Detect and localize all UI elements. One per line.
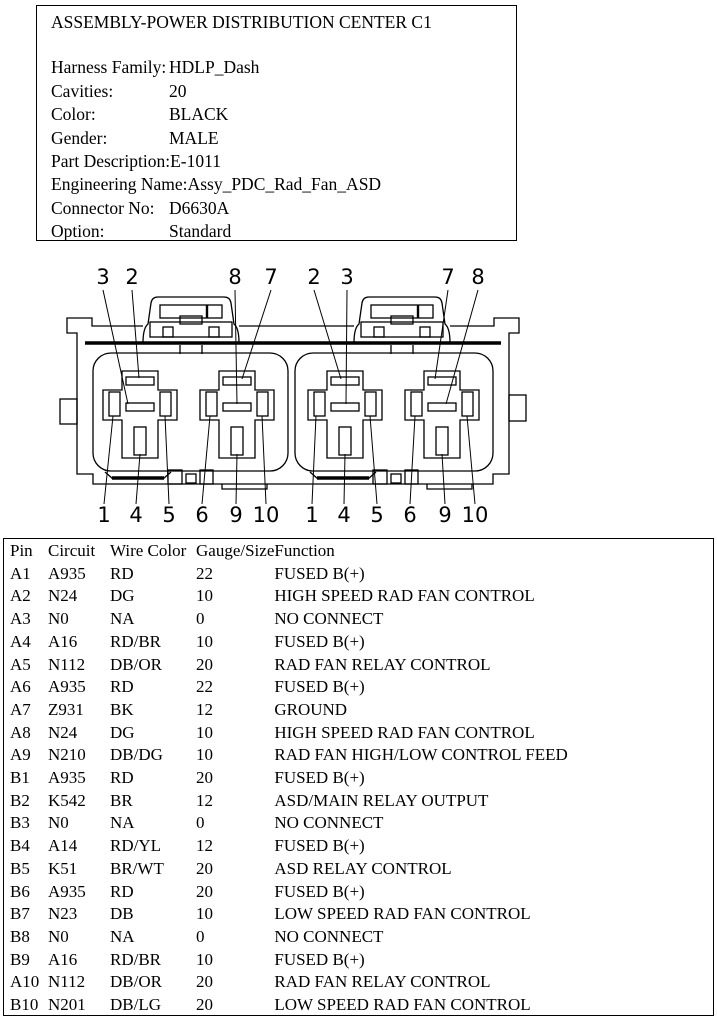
terminal-slot-top xyxy=(126,377,154,385)
cell-function: FUSED B(+) xyxy=(274,881,365,901)
cell-pin: B6 xyxy=(10,881,30,901)
pin-callouts xyxy=(96,265,488,527)
cell-wire_color: RD xyxy=(110,768,134,788)
cell-function: FUSED B(+) xyxy=(274,949,365,969)
callout-leader-line xyxy=(312,416,316,504)
relay-footprint xyxy=(308,371,382,458)
cell-gauge: 20 xyxy=(196,881,213,901)
cell-function: FUSED B(+) xyxy=(274,768,365,788)
bottom-staple xyxy=(391,474,401,483)
info-field-row xyxy=(51,173,502,196)
field-value: D6630A xyxy=(169,197,230,218)
terminal-slot-center xyxy=(223,403,251,411)
connector-drawing xyxy=(0,255,717,537)
terminal-slot-left xyxy=(411,392,422,416)
cell-pin: B1 xyxy=(10,768,30,788)
callout-number: 8 xyxy=(228,265,242,289)
callout-leader-line xyxy=(370,416,377,504)
info-field-row xyxy=(51,56,502,79)
cell-gauge: 10 xyxy=(196,949,213,969)
col-header-gauge: Gauge/Size xyxy=(196,541,275,560)
table-row xyxy=(10,767,568,790)
pin-callout xyxy=(337,454,350,527)
cell-wire_color: DB/OR xyxy=(110,654,162,674)
callout-leader-line xyxy=(202,416,210,504)
terminal-slot-center xyxy=(331,403,359,411)
cell-pin: A1 xyxy=(10,563,31,583)
lock-tab-notch xyxy=(374,327,384,337)
cell-circuit: N24 xyxy=(48,722,78,742)
lock-tab-notch xyxy=(209,327,219,337)
field-label: Connector No: xyxy=(51,197,155,218)
cell-wire_color: RD/YL xyxy=(110,836,161,856)
pin-callout xyxy=(96,265,128,404)
table-row xyxy=(10,926,568,949)
table-row xyxy=(10,994,568,1016)
callout-leader-line xyxy=(236,454,237,504)
lock-tab-latch xyxy=(391,316,413,324)
cell-pin: B10 xyxy=(10,995,39,1015)
info-field-row xyxy=(51,150,502,173)
callout-leader-line xyxy=(446,290,478,404)
lock-tab xyxy=(354,297,450,354)
cell-gauge: 10 xyxy=(196,904,213,924)
field-label: Option: xyxy=(51,221,105,242)
cell-function: FUSED B(+) xyxy=(274,677,365,697)
field-value: MALE xyxy=(169,127,219,148)
cell-circuit: A14 xyxy=(48,836,78,856)
callout-leader-line xyxy=(442,454,445,504)
callout-leader-line xyxy=(165,416,169,504)
cell-wire_color: DB/DG xyxy=(110,745,163,765)
cell-wire_color: NA xyxy=(110,813,135,833)
callout-leader-line xyxy=(344,454,345,504)
cell-circuit: Z931 xyxy=(48,699,84,719)
connector-diagram xyxy=(0,255,717,537)
table-row xyxy=(10,858,568,881)
cell-pin: B4 xyxy=(10,836,30,856)
bottom-lug xyxy=(200,470,213,484)
col-header-function: Function xyxy=(274,541,335,560)
lock-tab-outline xyxy=(143,297,239,343)
cell-function: LOW SPEED RAD FAN CONTROL xyxy=(274,904,531,924)
callout-number: 6 xyxy=(195,503,209,527)
callout-leader-line xyxy=(132,290,139,378)
callout-leader-line xyxy=(314,290,341,379)
cell-wire_color: DB xyxy=(110,904,134,924)
callout-number: 2 xyxy=(307,265,321,289)
cell-function: FUSED B(+) xyxy=(274,563,365,583)
terminal-slot-bottom xyxy=(231,427,243,455)
cell-pin: A7 xyxy=(10,699,31,719)
cell-function: NO CONNECT xyxy=(274,609,384,629)
connector-info-box xyxy=(36,5,517,241)
callout-number: 9 xyxy=(438,503,452,527)
connector-info-fields xyxy=(51,56,502,243)
cell-circuit: A16 xyxy=(48,631,78,651)
cell-wire_color: NA xyxy=(110,609,135,629)
pin-table-header-row xyxy=(10,540,568,563)
cell-circuit: N24 xyxy=(48,586,78,606)
field-label: Gender: xyxy=(51,127,108,148)
cell-wire_color: RD/BR xyxy=(110,949,162,969)
keying-bar-end xyxy=(163,472,171,479)
cell-pin: B2 xyxy=(10,790,30,810)
pin-table xyxy=(10,540,568,1016)
lock-tab xyxy=(143,297,239,354)
cell-circuit: N23 xyxy=(48,904,78,924)
cell-gauge: 0 xyxy=(196,926,205,946)
pin-callout xyxy=(438,454,451,527)
table-row xyxy=(10,790,568,813)
table-row xyxy=(10,835,568,858)
pin-callout xyxy=(340,265,353,404)
bottom-staple xyxy=(186,474,196,483)
callout-leader-line xyxy=(346,290,347,404)
cell-circuit: K542 xyxy=(48,790,86,810)
callout-leader-line xyxy=(410,416,415,504)
col-header-wire: Wire Color xyxy=(110,541,187,560)
cell-circuit: A935 xyxy=(48,881,86,901)
info-field-row xyxy=(51,197,502,220)
callout-number: 10 xyxy=(461,503,489,527)
field-value: E-1011 xyxy=(170,151,221,172)
terminal-slot-left xyxy=(109,392,120,416)
cell-gauge: 10 xyxy=(196,586,213,606)
cell-pin: A5 xyxy=(10,654,31,674)
cell-gauge: 12 xyxy=(196,790,213,810)
cell-function: ASD/MAIN RELAY OUTPUT xyxy=(274,790,489,810)
cell-wire_color: DG xyxy=(110,586,135,606)
cell-function: NO CONNECT xyxy=(274,813,384,833)
terminal-slot-right xyxy=(257,392,268,416)
field-value: Assy_PDC_Rad_Fan_ASD xyxy=(187,174,382,195)
cell-pin: B5 xyxy=(10,858,30,878)
cell-function: RAD FAN HIGH/LOW CONTROL FEED xyxy=(274,745,568,765)
cell-function: GROUND xyxy=(274,699,348,719)
table-row xyxy=(10,903,568,926)
cell-gauge: 12 xyxy=(196,699,213,719)
callout-leader-line xyxy=(242,290,271,379)
table-row xyxy=(10,563,568,586)
col-header-circuit: Circuit xyxy=(48,541,96,560)
terminal-slot-right xyxy=(160,392,171,416)
cell-gauge: 12 xyxy=(196,836,213,856)
field-value: BLACK xyxy=(169,104,229,125)
pin-callout xyxy=(125,265,139,378)
terminal-slot-top xyxy=(331,377,359,385)
table-row xyxy=(10,585,568,608)
terminal-slot-right xyxy=(462,392,473,416)
callout-number: 9 xyxy=(229,503,243,527)
info-field-row xyxy=(51,103,502,126)
callout-leader-line xyxy=(104,416,113,504)
terminal-slot-center xyxy=(428,403,456,411)
info-field-row xyxy=(51,80,502,103)
terminal-slot-right xyxy=(365,392,376,416)
field-label: Engineering Name: xyxy=(51,174,188,195)
cell-pin: A6 xyxy=(10,677,31,697)
cell-gauge: 20 xyxy=(196,768,213,788)
cell-wire_color: RD xyxy=(110,563,134,583)
footprint-outline xyxy=(308,371,382,458)
callout-number: 8 xyxy=(471,265,485,289)
callout-leader-line xyxy=(467,416,475,504)
cell-pin: A3 xyxy=(10,609,31,629)
cell-circuit: N112 xyxy=(48,972,86,992)
field-value: Standard xyxy=(169,221,232,242)
cell-wire_color: RD xyxy=(110,677,134,697)
cell-circuit: A935 xyxy=(48,563,86,583)
cell-gauge: 20 xyxy=(196,654,213,674)
footprint-outline xyxy=(405,371,479,458)
cell-gauge: 10 xyxy=(196,722,213,742)
pin-callout xyxy=(228,265,241,404)
callout-leader-line xyxy=(103,290,128,404)
cell-wire_color: RD/BR xyxy=(110,631,162,651)
cell-circuit: N0 xyxy=(48,813,69,833)
callout-number: 7 xyxy=(264,265,278,289)
cell-function: HIGH SPEED RAD FAN CONTROL xyxy=(274,586,535,606)
callout-number: 4 xyxy=(337,503,351,527)
cell-wire_color: BR/WT xyxy=(110,858,164,878)
page-title: ASSEMBLY-POWER DISTRIBUTION CENTER C1 xyxy=(51,12,432,32)
body-outline xyxy=(77,345,509,484)
relay-footprint xyxy=(405,371,479,458)
callout-number: 6 xyxy=(403,503,417,527)
cell-pin: A2 xyxy=(10,586,31,606)
cell-pin: A8 xyxy=(10,722,31,742)
bottom-features xyxy=(310,470,472,489)
cell-circuit: K51 xyxy=(48,858,78,878)
cell-wire_color: DB/OR xyxy=(110,972,162,992)
lock-tab-latch xyxy=(180,316,202,324)
field-label: Part Description: xyxy=(51,151,171,172)
terminal-slot-left xyxy=(314,392,325,416)
callout-leader-line xyxy=(235,290,237,404)
callout-number: 1 xyxy=(305,503,319,527)
table-row xyxy=(10,812,568,835)
callout-number: 3 xyxy=(96,265,110,289)
field-label: Harness Family: xyxy=(51,57,167,78)
cell-pin: B7 xyxy=(10,904,30,924)
cell-wire_color: BK xyxy=(110,699,134,719)
table-row xyxy=(10,676,568,699)
cell-gauge: 20 xyxy=(196,858,213,878)
bottom-rib xyxy=(427,484,472,489)
terminal-slot-bottom xyxy=(436,427,448,455)
callout-number: 2 xyxy=(125,265,139,289)
table-row xyxy=(10,949,568,972)
cell-gauge: 0 xyxy=(196,813,205,833)
callout-number: 4 xyxy=(129,503,143,527)
table-row xyxy=(10,971,568,994)
cell-wire_color: DB/LG xyxy=(110,995,161,1015)
cell-gauge: 22 xyxy=(196,677,213,697)
lock-tab-notch xyxy=(163,327,173,337)
callout-leader-line xyxy=(262,416,266,504)
cell-gauge: 22 xyxy=(196,563,213,583)
cell-gauge: 20 xyxy=(196,995,213,1015)
pin-callout xyxy=(129,454,142,527)
cell-pin: A9 xyxy=(10,745,31,765)
col-header-pin: Pin xyxy=(10,541,33,560)
field-value: HDLP_Dash xyxy=(169,57,260,78)
cell-pin: A4 xyxy=(10,631,31,651)
cell-wire_color: RD xyxy=(110,881,134,901)
info-field-row xyxy=(51,220,502,243)
cell-function: FUSED B(+) xyxy=(274,631,365,651)
terminal-slot-bottom xyxy=(339,427,351,455)
cell-circuit: N0 xyxy=(48,609,69,629)
callout-number: 1 xyxy=(97,503,111,527)
cell-circuit: N0 xyxy=(48,926,69,946)
terminal-slot-left xyxy=(206,392,217,416)
cell-gauge: 10 xyxy=(196,745,213,765)
lock-tab-notch xyxy=(420,327,430,337)
table-row xyxy=(10,631,568,654)
cell-wire_color: DG xyxy=(110,722,135,742)
table-row xyxy=(10,699,568,722)
pin-callout xyxy=(307,265,341,379)
cell-circuit: A935 xyxy=(48,768,86,788)
callout-number: 5 xyxy=(162,503,176,527)
pin-table-box xyxy=(3,538,714,1016)
table-row xyxy=(10,722,568,745)
cell-circuit: N201 xyxy=(48,995,86,1015)
cell-circuit: N112 xyxy=(48,654,86,674)
right-side-tab xyxy=(509,395,526,421)
body-top-left-flange xyxy=(67,318,143,345)
table-row xyxy=(10,744,568,767)
cell-pin: B8 xyxy=(10,926,30,946)
table-row xyxy=(10,654,568,677)
lock-tab-outline xyxy=(354,297,450,343)
body-top-right-flange xyxy=(450,318,519,345)
table-row xyxy=(10,881,568,904)
info-field-row xyxy=(51,127,502,150)
cell-function: HIGH SPEED RAD FAN CONTROL xyxy=(274,722,535,742)
cell-function: LOW SPEED RAD FAN CONTROL xyxy=(274,995,531,1015)
cell-function: ASD RELAY CONTROL xyxy=(274,858,452,878)
callout-number: 7 xyxy=(441,265,455,289)
field-label: Cavities: xyxy=(51,80,114,101)
cell-wire_color: BR xyxy=(110,790,133,810)
cell-function: RAD FAN RELAY CONTROL xyxy=(274,972,491,992)
pin-callout xyxy=(229,454,242,527)
cell-function: NO CONNECT xyxy=(274,926,384,946)
cell-circuit: A16 xyxy=(48,949,78,969)
terminal-slot-bottom xyxy=(134,427,146,455)
left-side-tab xyxy=(60,399,77,424)
callout-number: 3 xyxy=(340,265,354,289)
pin-callout xyxy=(242,265,278,379)
cell-pin: A10 xyxy=(10,972,40,992)
bottom-rib xyxy=(222,484,267,489)
field-label: Color: xyxy=(51,104,96,125)
cell-circuit: N210 xyxy=(48,745,86,765)
cell-pin: B3 xyxy=(10,813,30,833)
callout-number: 5 xyxy=(370,503,384,527)
cell-circuit: A935 xyxy=(48,677,86,697)
cell-gauge: 10 xyxy=(196,631,213,651)
table-row xyxy=(10,608,568,631)
bottom-features xyxy=(105,470,267,489)
callout-number: 10 xyxy=(252,503,280,527)
cell-function: RAD FAN RELAY CONTROL xyxy=(274,654,491,674)
cell-gauge: 0 xyxy=(196,609,205,629)
cell-function: FUSED B(+) xyxy=(274,836,365,856)
field-value: 20 xyxy=(169,80,187,101)
terminal-slot-center xyxy=(126,403,154,411)
connector-body xyxy=(60,318,526,484)
keying-bar-end xyxy=(310,472,318,479)
cell-gauge: 20 xyxy=(196,972,213,992)
cell-pin: B9 xyxy=(10,949,30,969)
cell-wire_color: NA xyxy=(110,926,135,946)
